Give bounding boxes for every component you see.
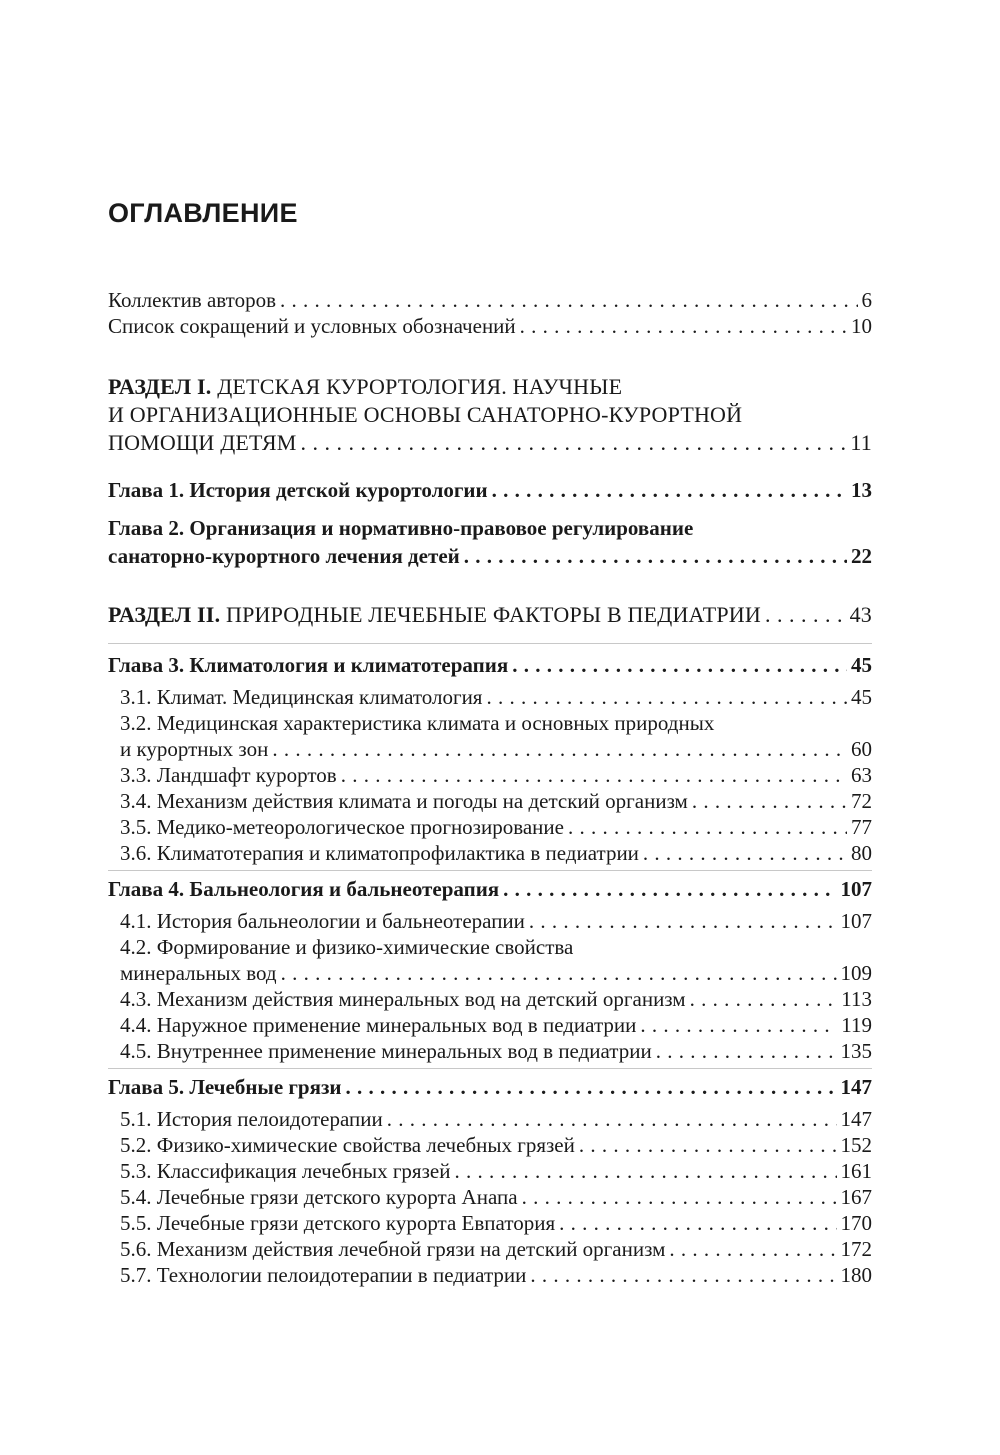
toc-chapter-1[interactable] (108, 476, 872, 504)
item-text: 4.4. Наружное применение минеральных вод в педиатрии (120, 1013, 637, 1037)
toc-item-5-4[interactable] (120, 1184, 872, 1210)
section-title-line-1: ДЕТСКАЯ КУРОРТОЛОГИЯ. НАУЧНЫЕ (211, 374, 623, 399)
page-number: 167 (840, 1185, 872, 1209)
page-title: ОГЛАВЛЕНИЕ (108, 198, 298, 228)
leader-dots (643, 840, 847, 866)
page-number: 147 (840, 1107, 872, 1131)
page-number: 45 (851, 685, 872, 709)
page-number: 22 (851, 544, 872, 568)
leader-dots (492, 476, 847, 504)
leader-dots (559, 1210, 836, 1236)
leader-dots (579, 1132, 837, 1158)
page-number: 161 (840, 1159, 872, 1183)
toc-entry-abbreviations[interactable] (108, 313, 872, 339)
page-number: 10 (851, 314, 872, 338)
chapter-title: Глава 5. Лечебные грязи (108, 1075, 342, 1099)
item-text: 3.4. Механизм действия климата и погоды на детский организм (120, 789, 688, 813)
toc-entry-authors[interactable] (108, 287, 872, 313)
page-number: 11 (850, 430, 872, 455)
item-text: 5.3. Классификация лечебных грязей (120, 1159, 451, 1183)
leader-dots (656, 1038, 837, 1064)
leader-dots (568, 814, 847, 840)
item-text: 5.7. Технологии пелоидотерапии в педиатрии (120, 1263, 527, 1287)
toc-item-3-6[interactable] (120, 840, 872, 866)
item-text: и курортных зон (120, 737, 269, 761)
section-title-line-3: ПОМОЩИ ДЕТЯМ (108, 430, 297, 455)
toc-chapter-3[interactable] (108, 651, 872, 679)
page-number: 107 (840, 909, 872, 933)
toc-item-4-4[interactable] (120, 1012, 872, 1038)
item-text: 3.3. Ландшафт курортов (120, 763, 337, 787)
leader-dots (669, 1236, 836, 1262)
divider (108, 1068, 872, 1069)
toc-item-3-1[interactable] (120, 684, 872, 710)
toc-item-5-7[interactable] (120, 1262, 872, 1288)
section-label: РАЗДЕЛ II. (108, 602, 221, 627)
leader-dots (280, 287, 858, 313)
item-text: 4.5. Внутреннее применение минеральных вод в педиатрии (120, 1039, 652, 1063)
leader-dots (346, 1073, 837, 1101)
item-text-line-1: 4.2. Формирование и физико-химические свойства (120, 935, 574, 959)
item-text-line-1: 3.2. Медицинская характеристика климата и основных природных (120, 711, 715, 735)
toc-item-5-2[interactable] (120, 1132, 872, 1158)
page-number: 77 (851, 815, 872, 839)
toc-item-3-2[interactable] (120, 710, 872, 762)
chapter-title: Глава 1. История детской курортологии (108, 478, 488, 502)
toc-item-3-3[interactable] (120, 762, 872, 788)
item-text: 5.4. Лечебные грязи детского курорта Анапа (120, 1185, 518, 1209)
toc-item-4-1[interactable] (120, 908, 872, 934)
toc-item-3-5[interactable] (120, 814, 872, 840)
item-text: 4.1. История бальнеологии и бальнеотерапии (120, 909, 525, 933)
chapter-title: Глава 3. Климатология и климатотерапия (108, 653, 509, 677)
leader-dots (690, 986, 838, 1012)
leader-dots (529, 908, 837, 934)
page-number: 107 (840, 877, 872, 901)
section-label: РАЗДЕЛ I. (108, 374, 212, 399)
section-title: ПРИРОДНЫЕ ЛЕЧЕБНЫЕ ФАКТОРЫ В ПЕДИАТРИИ (220, 602, 761, 627)
page-number: 109 (840, 961, 872, 985)
leader-dots (640, 1012, 837, 1038)
chapter-title: Глава 4. Бальнеология и бальнеотерапия (108, 877, 500, 901)
toc-item-5-1[interactable] (120, 1106, 872, 1132)
entry-text: Список сокращений и условных обозначений (108, 314, 516, 338)
leader-dots (765, 601, 846, 629)
leader-dots (387, 1106, 837, 1132)
toc-item-4-3[interactable] (120, 986, 872, 1012)
leader-dots (341, 762, 847, 788)
leader-dots (281, 960, 837, 986)
section-title-line-2: И ОРГАНИЗАЦИОННЫЕ ОСНОВЫ САНАТОРНО-КУРОРТНОЙ (108, 402, 743, 427)
toc-section-2[interactable] (108, 601, 872, 629)
page-number: 170 (840, 1211, 872, 1235)
page-number: 45 (851, 653, 872, 677)
divider (108, 643, 872, 644)
item-text: 3.5. Медико-метеорологическое прогнозирование (120, 815, 564, 839)
leader-dots (464, 542, 847, 570)
toc-item-3-4[interactable] (120, 788, 872, 814)
entry-text: Коллектив авторов (108, 288, 276, 312)
page-number: 113 (841, 987, 872, 1011)
item-text: минеральных вод (120, 961, 277, 985)
page-number: 80 (851, 841, 872, 865)
page-number: 147 (840, 1075, 872, 1099)
item-text: 4.3. Механизм действия минеральных вод на детский организм (120, 987, 686, 1011)
leader-dots (301, 429, 847, 457)
toc-item-5-3[interactable] (120, 1158, 872, 1184)
item-text: 5.1. История пелоидотерапии (120, 1107, 383, 1131)
item-text: 5.2. Физико-химические свойства лечебных грязей (120, 1133, 575, 1157)
leader-dots (512, 651, 847, 679)
page-number: 43 (849, 602, 872, 627)
toc-item-4-5[interactable] (120, 1038, 872, 1064)
leader-dots (503, 875, 836, 903)
leader-dots (530, 1262, 836, 1288)
chapter-title-line-2: санаторно-курортного лечения детей (108, 544, 460, 568)
page-number: 135 (840, 1039, 872, 1063)
leader-dots (522, 1184, 837, 1210)
leader-dots (692, 788, 847, 814)
page-number: 72 (851, 789, 872, 813)
page-number: 172 (840, 1237, 872, 1261)
item-text: 5.6. Механизм действия лечебной грязи на детский организм (120, 1237, 666, 1261)
page-number: 152 (840, 1133, 872, 1157)
page-number: 60 (851, 737, 872, 761)
toc-section-1[interactable] (108, 373, 872, 457)
leader-dots (520, 313, 847, 339)
toc-chapter-2[interactable] (108, 514, 872, 570)
item-text: 5.5. Лечебные грязи детского курорта Евпатория (120, 1211, 556, 1235)
toc-chapter-5[interactable] (108, 1073, 872, 1101)
page-number: 6 (861, 288, 872, 312)
page-number: 13 (851, 478, 872, 502)
toc-item-5-5[interactable] (120, 1210, 872, 1236)
leader-dots (486, 684, 847, 710)
page-number: 63 (851, 763, 872, 787)
item-text: 3.1. Климат. Медицинская климатология (120, 685, 483, 709)
leader-dots (272, 736, 847, 762)
page-number: 180 (840, 1263, 872, 1287)
toc-item-4-2[interactable] (120, 934, 872, 986)
page-number: 119 (841, 1013, 872, 1037)
item-text: 3.6. Климатотерапия и климатопрофилактика в педиатрии (120, 841, 639, 865)
leader-dots (454, 1158, 836, 1184)
chapter-title-line-1: Глава 2. Организация и нормативно-правовое регулирование (108, 516, 694, 540)
toc-chapter-4[interactable] (108, 875, 872, 903)
toc-item-5-6[interactable] (120, 1236, 872, 1262)
divider (108, 870, 872, 871)
